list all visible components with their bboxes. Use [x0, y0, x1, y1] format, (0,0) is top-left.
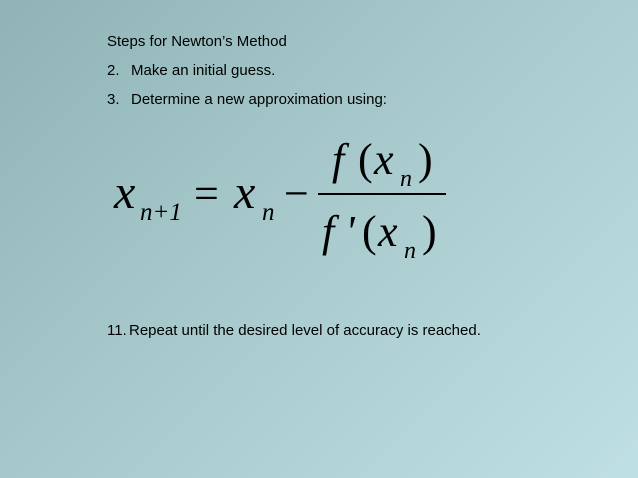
formula-paren: (: [362, 207, 377, 256]
formula-x: x: [114, 166, 136, 219]
step-text: Repeat until the desired level of accuracy is reached.: [129, 322, 481, 339]
formula-subscript: n: [400, 166, 412, 192]
step-text: Determine a new approximation using:: [131, 91, 387, 108]
step-number: 2.: [107, 62, 120, 79]
step-item: [107, 322, 481, 339]
step-item: [107, 91, 387, 108]
formula-paren: ): [422, 207, 437, 256]
formula-subscript: n: [404, 238, 416, 264]
step-number: 3.: [107, 91, 120, 108]
newton-formula: [100, 130, 460, 270]
slide-heading: Steps for Newton’s Method: [107, 33, 287, 50]
formula-paren: ): [418, 135, 433, 184]
formula-x: x: [234, 166, 256, 219]
step-item: [107, 62, 275, 79]
formula-fprime: f ': [322, 207, 355, 256]
formula-f: f: [332, 135, 345, 184]
step-number: 11.: [107, 322, 127, 339]
formula-subscript: n+1: [140, 199, 182, 226]
formula-x: x: [374, 135, 394, 184]
formula-x: x: [378, 207, 398, 256]
formula-equals: =: [194, 169, 219, 218]
formula-minus: −: [284, 169, 309, 218]
formula-paren: (: [358, 135, 373, 184]
step-text: Make an initial guess.: [131, 62, 276, 79]
formula-subscript: n: [262, 199, 275, 226]
